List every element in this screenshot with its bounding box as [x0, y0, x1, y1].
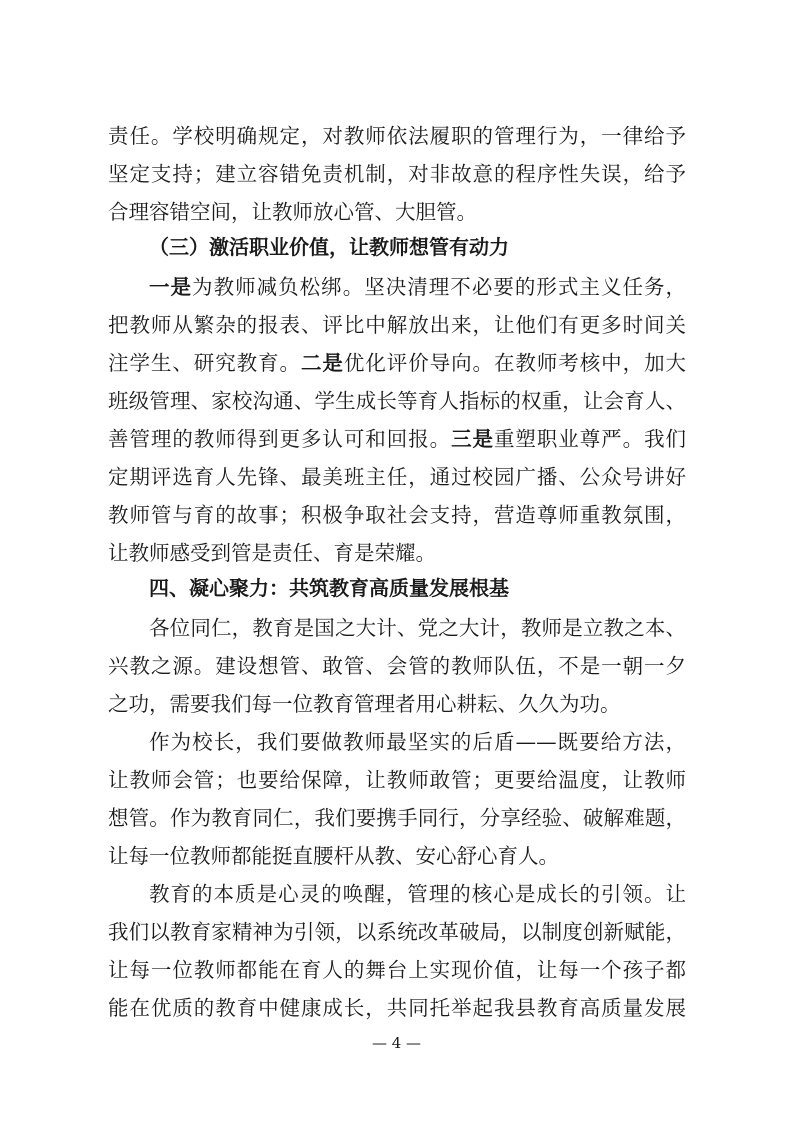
paragraph-line: 让教师会管；也要给保障，让教师敢管；更要给温度，让教师 — [108, 768, 686, 792]
emphasis-text: 一是 — [149, 275, 193, 299]
paragraph-line: 作为校长，我们要做教师最坚实的后盾——既要给方法， — [149, 730, 686, 754]
paragraph-line — [108, 420, 686, 458]
paragraph-line: 兴教之源。建设想管、敢管、会管的教师队伍，不是一朝一夕 — [108, 654, 686, 678]
section-heading: 四、凝心聚力：共筑教育高质量发展根基 — [149, 576, 509, 600]
paragraph-line: 让每一位教师都能在育人的舞台上实现价值，让每一个孩子都 — [108, 958, 686, 982]
page-number: — 4 — — [371, 1034, 422, 1052]
paragraph-text: 为教师减负松绑。坚决清理不必要的形式主义任务， — [192, 275, 686, 299]
emphasis-text: 三是 — [451, 427, 494, 451]
paragraph-text: 善管理的教师得到更多认可和回报。 — [108, 427, 452, 451]
paragraph-line: 之功，需要我们每一位教育管理者用心耕耘、久久为功。 — [108, 692, 621, 716]
paragraph-line: 教师管与育的故事；积极争取社会支持，营造尊师重教氛围， — [108, 503, 686, 527]
paragraph-line: 定期评选育人先锋、最美班主任，通过校园广播、公众号讲好 — [108, 465, 686, 489]
paragraph-line: 让教师感受到管是责任、育是荣耀。 — [108, 541, 436, 565]
paragraph-line: 教育的本质是心灵的唤醒，管理的核心是成长的引领。让 — [149, 882, 686, 906]
emphasis-text: 二是 — [300, 351, 344, 375]
paragraph-line: 合理容错空间，让教师放心管、大胆管。 — [108, 200, 477, 224]
paragraph-line: 让每一位教师都能挺直腰杆从教、安心舒心育人。 — [108, 844, 559, 868]
paragraph-line: 我们以教育家精神为引领，以系统改革破局，以制度创新赋能， — [108, 920, 686, 944]
paragraph-line: 责任。学校明确规定，对教师依法履职的管理行为，一律给予 — [108, 124, 686, 148]
paragraph-text: 优化评价导向。在教师考核中，加大 — [343, 351, 686, 375]
paragraph-text: 注学生、研究教育。 — [108, 351, 301, 375]
paragraph-line: 各位同仁，教育是国之大计、党之大计，教师是立教之本、 — [149, 616, 686, 640]
paragraph-line: 想管。作为教育同仁，我们要携手同行，分享经验、破解难题， — [108, 806, 686, 830]
paragraph-line — [149, 268, 686, 306]
paragraph-text: 重塑职业尊严。我们 — [493, 427, 686, 451]
paragraph-line: 班级管理、家校沟通、学生成长等育人指标的权重，让会育人、 — [108, 389, 686, 413]
paragraph-line: 坚定支持；建立容错免责机制，对非故意的程序性失误，给予 — [108, 162, 686, 186]
paragraph-line: 能在优质的教育中健康成长，共同托举起我县教育高质量发展 — [108, 996, 686, 1020]
paragraph-line: 把教师从繁杂的报表、评比中解放出来，让他们有更多时间关 — [108, 313, 686, 337]
section-heading: （三）激活职业价值，让教师想管有动力 — [149, 235, 509, 259]
paragraph-line — [108, 344, 686, 382]
